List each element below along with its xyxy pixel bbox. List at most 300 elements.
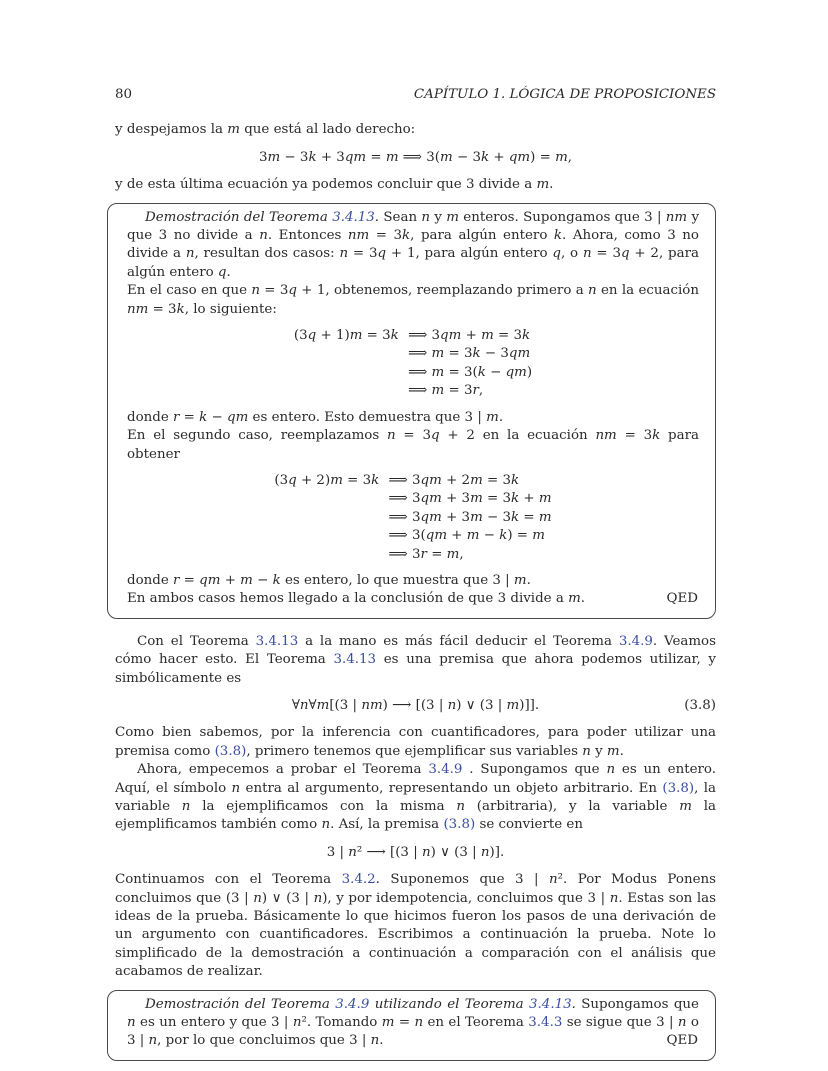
math-variable: k: [308, 149, 317, 165]
text-segment: . Entonces: [267, 228, 348, 244]
text-segment: = 3: [369, 228, 403, 244]
math-text: +: [461, 328, 482, 344]
proof1-paragraph-5: [127, 572, 699, 590]
proof1-paragraph-2: [127, 282, 699, 319]
text-segment: donde: [127, 572, 174, 588]
equation-line: [274, 490, 551, 508]
math-variable: k: [511, 491, 520, 507]
text-segment: , resultan dos casos:: [194, 246, 340, 262]
math-text: = 3: [444, 383, 473, 399]
text-segment: =: [179, 572, 200, 588]
math-variable: nm: [665, 209, 688, 225]
ref-link[interactable]: (3.8): [214, 743, 247, 759]
paragraph-1: [115, 633, 716, 688]
math-variable: n: [231, 780, 241, 796]
text-segment: −: [252, 572, 273, 588]
math-text: ,: [478, 383, 484, 399]
text-segment: .: [571, 996, 576, 1012]
text-segment: + 1, para algún entero: [386, 246, 553, 262]
ref-link[interactable]: 3.4.2: [341, 872, 376, 888]
text-segment: =: [179, 409, 200, 425]
text-segment: (arbitraria), y la variable: [465, 799, 680, 814]
ref-link[interactable]: 3.4.13: [333, 652, 377, 668]
equation-line: [274, 527, 551, 545]
math-variable: n: [339, 246, 349, 262]
paragraph-2: [115, 724, 716, 761]
text-segment: +: [220, 572, 241, 588]
math-text: (3: [274, 472, 289, 488]
math-text: +: [489, 149, 509, 165]
equation-rhs: [384, 490, 552, 508]
text-segment: en la ecuación: [596, 283, 699, 299]
math-text: + 1): [316, 328, 350, 344]
math-variable: n: [251, 283, 260, 299]
math-variable: m: [679, 799, 692, 814]
math-variable: n: [259, 228, 268, 244]
text-segment: = 3: [148, 301, 177, 317]
intro-line-2: [115, 176, 716, 194]
math-variable: n: [606, 762, 616, 778]
proof1-paragraph-3: [127, 409, 699, 427]
math-variable: m: [470, 491, 483, 507]
math-variable: k: [499, 528, 508, 544]
math-variable: q: [552, 246, 561, 262]
text-segment: = 3: [259, 283, 289, 299]
equation-rhs: [403, 364, 532, 382]
math-variable: m: [513, 572, 527, 588]
text-segment: es un entero y que 3 |: [135, 1015, 293, 1031]
text-segment: , primero tenemos que ejemplificar sus variables: [246, 743, 583, 759]
math-variable: m: [555, 149, 568, 165]
text-segment: ². Tomando: [301, 1015, 382, 1031]
math-variable: k: [176, 301, 185, 317]
math-variable: m: [381, 1015, 395, 1031]
text-segment: −: [207, 409, 228, 425]
math-text: +: [447, 528, 467, 544]
math-text: +: [519, 491, 539, 507]
equation-lhs: [274, 527, 383, 545]
text-segment: .: [580, 591, 586, 607]
text-segment: Con el Teorema: [137, 633, 256, 649]
math-text: ⟹: [408, 346, 432, 362]
equation-lhs: [294, 345, 403, 363]
text-segment: y: [430, 209, 447, 225]
math-variable: k: [511, 472, 520, 488]
math-text: ⟹: [408, 383, 432, 399]
text-segment: .: [379, 1033, 384, 1049]
math-variable: qm: [440, 328, 462, 344]
math-variable: k: [472, 346, 481, 362]
math-variable: nm: [347, 228, 370, 244]
math-variable: nm: [361, 697, 383, 713]
proof2-paragraph-1: [127, 996, 699, 1051]
text-segment: .: [374, 209, 380, 225]
math-text: + 3: [441, 509, 471, 525]
math-variable: m: [538, 509, 552, 525]
text-segment: En ambos casos hemos llegado a la conclusión de que 3 divide a: [127, 591, 569, 607]
math-text: ⟹ 3(: [388, 528, 426, 544]
math-variable: m: [532, 528, 545, 544]
math-variable: m: [349, 328, 363, 344]
math-variable: n: [253, 890, 262, 906]
math-text: −: [485, 364, 506, 380]
equation-lhs: [294, 382, 403, 400]
text-segment: Supongamos que: [575, 996, 699, 1012]
math-text: 3: [258, 149, 268, 165]
math-text: ,: [567, 149, 573, 165]
ref-link[interactable]: 3.4.13: [332, 209, 375, 225]
math-variable: nm: [595, 428, 617, 444]
text-segment: que está al lado derecho:: [239, 122, 416, 138]
proof-box-2: [107, 990, 716, 1061]
equation-rhs: [403, 382, 532, 400]
math-variable: r: [173, 572, 180, 588]
math-variable: m: [606, 743, 620, 759]
text-segment: .: [526, 572, 531, 588]
ref-link[interactable]: 3.4.13: [255, 633, 299, 649]
equation-lhs: [274, 472, 383, 490]
math-variable: nm: [127, 301, 149, 317]
math-text: ⟹ 3: [388, 472, 421, 488]
math-text: ⟹ 3: [408, 328, 441, 344]
display-equation-1: [115, 149, 716, 167]
math-text: − 3: [480, 346, 509, 362]
math-variable: n: [582, 743, 591, 759]
math-variable: n: [677, 1015, 687, 1031]
math-variable: n: [370, 1033, 380, 1049]
text-segment: la ejemplificamos con la misma: [190, 799, 457, 814]
math-text: ): [526, 364, 533, 380]
equation-lhs: [274, 546, 383, 564]
math-variable: m: [240, 572, 253, 588]
math-text: )]].: [519, 697, 540, 713]
proof1-paragraph-6: [127, 590, 699, 608]
math-variable: n: [421, 844, 431, 860]
math-variable: qm: [425, 528, 448, 544]
equation-line: [294, 345, 532, 363]
math-text: = 3(: [444, 364, 478, 380]
text-segment: . Estas son las ideas de la prueba. Básicamente lo que hicimos fueron los pasos de una derivación de un argumento con cuantificadores. Escribimos a continuación la prueba. Note lo simplificado de la demostración a continuación a comparación con el análisis que acabamos de realizar.: [115, 890, 716, 980]
math-variable: q: [620, 246, 630, 262]
math-variable: m: [486, 409, 499, 425]
math-variable: k: [371, 472, 380, 488]
math-variable: k: [402, 228, 411, 244]
math-variable: m: [385, 149, 399, 165]
text-segment: en el Teorema: [423, 1015, 529, 1031]
math-variable: m: [431, 383, 445, 399]
math-text: ) =: [530, 149, 556, 165]
math-variable: r: [173, 409, 180, 425]
math-variable: m: [446, 209, 459, 225]
math-variable: k: [199, 409, 208, 425]
math-variable: m: [466, 528, 480, 544]
math-variable: n: [447, 697, 457, 713]
ref-link[interactable]: 3.4.9: [618, 633, 653, 649]
math-text: ) =: [507, 528, 533, 544]
text-segment: , por lo que concluimos que 3 |: [157, 1033, 371, 1049]
text-segment: = 3: [348, 246, 378, 262]
math-variable: m: [470, 509, 483, 525]
qed-label: QED: [666, 1033, 698, 1049]
display-equation-2: [115, 844, 716, 862]
math-variable: n: [127, 1015, 136, 1031]
math-text: + 2: [441, 472, 471, 488]
math-variable: n: [609, 890, 619, 906]
ref-link[interactable]: 3.4.3: [528, 1015, 563, 1031]
text-segment: .: [549, 177, 554, 193]
math-variable: qm: [508, 149, 531, 165]
math-text: = 3: [482, 472, 512, 488]
equation-lhs: [294, 364, 403, 382]
text-segment: Demostración del Teorema: [145, 209, 333, 225]
text-segment: ². Por Modus Ponens concluimos que (3 |: [115, 872, 716, 906]
text-segment: + 1, obtenemos, reemplazando primero a: [296, 283, 589, 299]
ref-link[interactable]: 3.4.9: [335, 996, 370, 1012]
math-text: =: [519, 509, 539, 525]
math-text: + 3: [316, 149, 345, 165]
equation-rhs: [403, 327, 532, 345]
text-segment: . Supongamos que: [462, 762, 607, 778]
display-equation-3-8: [115, 697, 716, 715]
proof-box-1: [107, 203, 716, 619]
math-variable: k: [390, 328, 399, 344]
text-segment: =: [394, 1015, 415, 1031]
math-text: ∀: [308, 697, 317, 713]
text-segment: es entero, lo que muestra que 3 |: [280, 572, 514, 588]
paragraph-3: [115, 761, 716, 835]
text-segment: y despejamos la: [115, 122, 228, 138]
math-variable: n: [292, 1015, 302, 1031]
text-segment: y de esta última ecuación ya podemos concluir que 3 divide a: [115, 177, 537, 193]
text-segment: se sigue que 3 |: [562, 1015, 678, 1031]
math-text: 3 |: [326, 844, 349, 860]
math-variable: n: [582, 246, 592, 262]
math-text: −: [479, 528, 500, 544]
math-variable: k: [480, 149, 490, 165]
text-segment: para obtener: [127, 428, 699, 462]
math-text: ,: [459, 546, 464, 562]
equation-rhs: [384, 509, 552, 527]
text-segment: , o: [560, 246, 583, 262]
text-segment: .: [498, 409, 504, 425]
math-variable: q: [307, 328, 317, 344]
math-text: ⟹ 3: [388, 546, 421, 562]
text-segment: se convierte en: [475, 817, 583, 833]
math-text: = 3: [482, 491, 512, 507]
text-segment: + 2, para algún entero: [127, 246, 699, 280]
text-segment: enteros. Supongamos que 3 |: [458, 209, 666, 225]
text-segment: y: [590, 743, 607, 759]
text-segment: = 3: [616, 428, 653, 444]
math-variable: m: [431, 364, 445, 380]
math-text: − 3: [482, 509, 512, 525]
math-variable: r: [472, 383, 479, 399]
math-text: ² ⟶ [(3 |: [356, 844, 422, 860]
equation-line: [274, 509, 551, 527]
math-text: + 2): [296, 472, 331, 488]
math-variable: qm: [199, 572, 221, 588]
math-variable: n: [148, 1033, 158, 1049]
math-variable: qm: [227, 409, 249, 425]
text-segment: la ejemplificamos también como: [115, 799, 716, 833]
equation-line: [294, 364, 532, 382]
page-content: [115, 86, 716, 1071]
text-segment: En el caso en que: [127, 283, 252, 299]
math-text: (3: [293, 328, 308, 344]
math-variable: qm: [420, 491, 442, 507]
math-variable: k: [511, 509, 520, 525]
proof1-paragraph-4: [127, 427, 699, 464]
math-variable: r: [420, 546, 427, 562]
math-text: [379, 473, 383, 488]
math-text: [(3 |: [329, 697, 362, 713]
math-variable: m: [538, 491, 552, 507]
math-text: [399, 328, 403, 343]
text-segment: . Suponemos que 3 |: [375, 872, 550, 888]
text-segment: Sean: [379, 209, 422, 225]
text-segment: = 3: [395, 428, 431, 444]
text-segment: ) ∨ (3 |: [261, 890, 314, 906]
math-variable: m: [481, 328, 494, 344]
math-variable: k: [477, 364, 486, 380]
text-segment: . Veamos cómo hacer esto. El Teorema: [115, 633, 716, 668]
text-segment: donde: [127, 409, 174, 425]
text-segment: es un entero. Aquí, el símbolo: [115, 762, 716, 796]
math-variable: n: [480, 844, 490, 860]
math-text: ) ⟶ [(3 |: [382, 697, 448, 713]
math-variable: m: [316, 697, 330, 713]
text-segment: es una premisa que ahora podemos utilizar, y simbólicamente es: [115, 652, 717, 686]
math-variable: m: [330, 472, 343, 488]
math-text: ) ∨ (3 |: [456, 697, 507, 713]
ref-link[interactable]: (3.8): [662, 780, 695, 796]
intro-line-1: [115, 121, 716, 139]
math-variable: n: [181, 799, 191, 814]
math-text: = 3: [493, 328, 523, 344]
ref-link[interactable]: (3.8): [443, 817, 476, 833]
equation-rhs: [384, 527, 552, 545]
aligned-equations-case-1: [294, 327, 532, 401]
equation-body: [259, 150, 572, 165]
page-header: [115, 86, 716, 104]
math-text: ⟹: [408, 364, 432, 380]
equation-line: [274, 546, 551, 564]
text-segment: Ahora, empecemos a probar el Teorema: [137, 762, 429, 778]
equation-rhs: [384, 546, 552, 564]
text-segment: , la variable: [115, 780, 716, 814]
math-variable: m: [267, 149, 281, 165]
chapter-header: CAPÍTULO 1. LÓGICA DE PROPOSICIONES: [413, 87, 716, 102]
equation-line: [274, 472, 551, 490]
equation-line: [294, 327, 532, 345]
equation-body: [292, 698, 539, 713]
math-variable: m: [446, 546, 460, 562]
math-text: + 3: [441, 491, 471, 507]
math-variable: m: [440, 149, 453, 165]
math-text: ⟹ 3: [388, 491, 421, 507]
text-segment: . Ahora, como 3 no divide a: [127, 228, 699, 262]
text-segment: utilizando el Teorema: [369, 996, 530, 1012]
proof1-paragraph-1: [127, 209, 699, 283]
equation-tag: (3.8): [684, 697, 716, 713]
text-segment: Como bien sabemos, por la inferencia con cuantificadores, para poder utilizar una premisa como: [115, 725, 716, 759]
math-variable: m: [506, 697, 520, 713]
page-number: 80: [115, 87, 133, 102]
equation-rhs: [384, 472, 552, 490]
math-variable: q: [377, 246, 387, 262]
math-text: − 3: [280, 149, 309, 165]
math-variable: qm: [344, 149, 367, 165]
text-segment: y que 3 no divide a: [127, 209, 700, 244]
math-text: )].: [489, 844, 505, 860]
text-segment: = 3: [591, 246, 621, 262]
math-variable: m: [227, 122, 240, 138]
equation-rhs: [403, 345, 532, 363]
math-variable: qm: [505, 364, 527, 380]
math-text: ) ∨ (3 |: [430, 844, 481, 860]
math-variable: k: [522, 328, 531, 344]
ref-link[interactable]: 3.4.9: [428, 762, 463, 778]
math-variable: n: [421, 209, 431, 225]
aligned-equations-case-2: [274, 472, 551, 564]
equation-body: [327, 845, 505, 860]
math-text: = 3: [362, 328, 391, 344]
math-variable: k: [272, 572, 281, 588]
text-segment: .: [619, 743, 624, 759]
math-variable: q: [430, 428, 440, 444]
math-variable: n: [549, 872, 558, 888]
text-segment: es entero. Esto demuestra que 3 |: [248, 409, 487, 425]
text-segment: o 3 |: [127, 1015, 699, 1049]
math-text: =: [366, 149, 386, 165]
text-segment: , lo siguiente:: [184, 301, 277, 317]
text-segment: . Así, la premisa: [330, 817, 444, 833]
math-variable: qm: [508, 346, 531, 362]
math-variable: k: [553, 228, 563, 244]
text-segment: En el segundo caso, reemplazamos: [127, 428, 387, 444]
math-text: ∀: [291, 697, 300, 713]
math-variable: n: [588, 283, 597, 299]
math-variable: k: [652, 428, 661, 444]
text-segment: Continuamos con el Teorema: [115, 872, 342, 888]
math-text: ⟹ 3: [388, 509, 421, 525]
equation-lhs: [294, 327, 403, 345]
math-variable: n: [387, 428, 396, 444]
math-text: ⟹ 3(: [398, 149, 441, 165]
equation-line: [294, 382, 532, 400]
text-segment: + 2 en la ecuación: [439, 428, 596, 444]
math-text: − 3: [452, 149, 481, 165]
text-segment: a la mano es más fácil deducir el Teorema: [298, 633, 619, 649]
math-variable: m: [470, 472, 483, 488]
text-segment: Demostración del Teorema: [145, 996, 336, 1012]
math-variable: m: [536, 177, 550, 193]
math-variable: q: [288, 283, 297, 299]
math-variable: m: [431, 346, 445, 362]
qed-label: QED: [666, 591, 698, 607]
ref-link[interactable]: 3.4.13: [529, 996, 572, 1012]
math-variable: m: [568, 591, 581, 607]
math-variable: n: [313, 890, 323, 906]
math-variable: qm: [420, 509, 442, 525]
math-text: = 3: [342, 472, 372, 488]
text-segment: , para algún entero: [410, 228, 554, 244]
math-variable: q: [217, 264, 227, 280]
math-variable: n: [414, 1015, 424, 1031]
text-segment: .: [226, 264, 231, 280]
math-variable: n: [321, 817, 331, 833]
math-text: =: [426, 546, 447, 562]
